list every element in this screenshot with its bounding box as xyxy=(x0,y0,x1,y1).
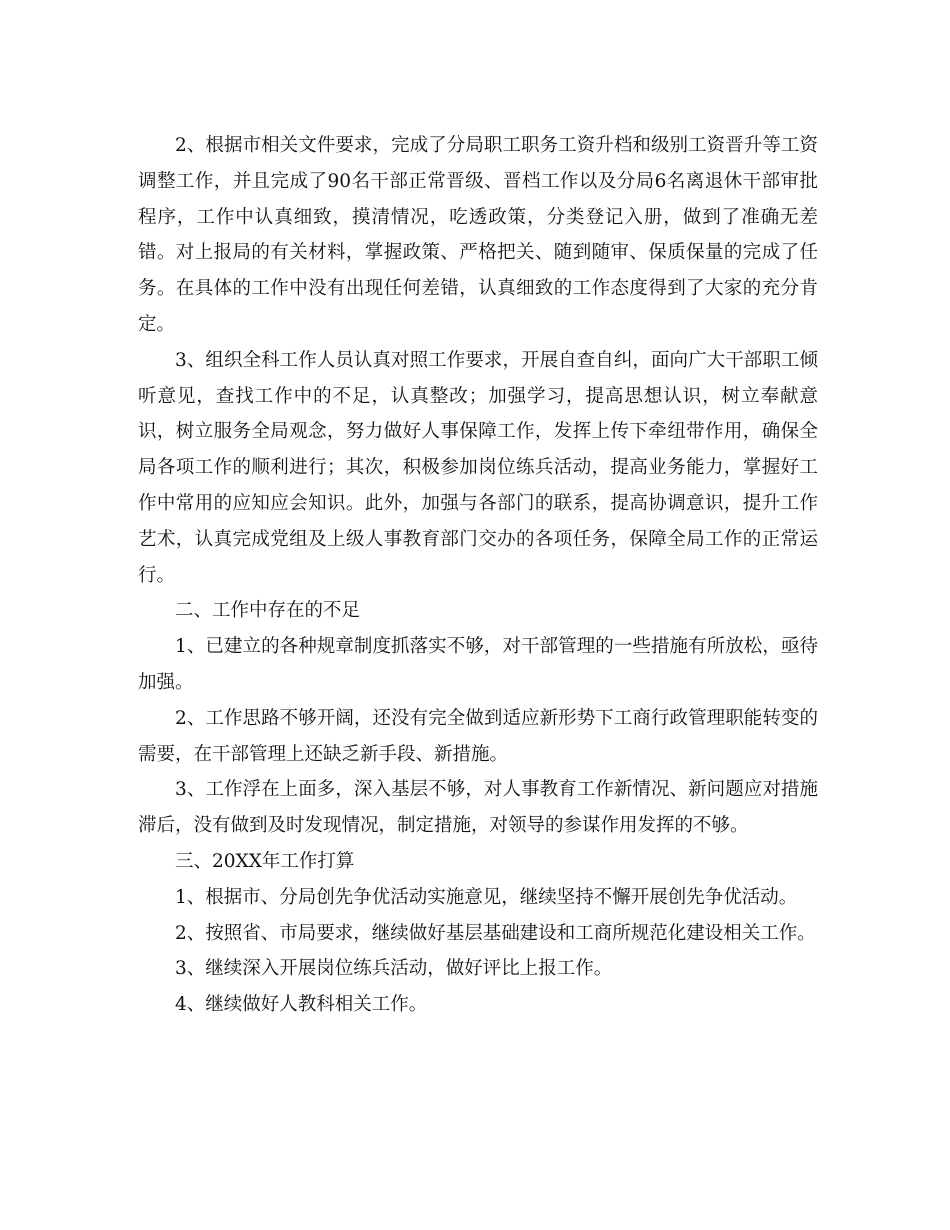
paragraph-salary-adjustment: 2、根据市相关文件要求，完成了分局职工职务工资升档和级别工资晋升等工资调整工作，并且完成了90名干部正常晋级、晋档工作以及分局6名离退休干部审批程序，工作中认真细致，摸清情况，吃透政策，分类登记入册，做到了准确无差错。对上报局的有关材料，掌握政策、严格把关、随到随审、保质保量的完成了任务。在具体的工作中没有出现任何差错，认真细致的工作态度得到了大家的充分肯定。 xyxy=(138,135,818,335)
paragraph-plan-2: 2、按照省、市局要求，继续做好基层基础建设和工商所规范化建设相关工作。 xyxy=(175,922,816,944)
paragraph-plan-4: 4、继续做好人教科相关工作。 xyxy=(175,994,428,1016)
section-heading-shortcomings: 二、工作中存在的不足 xyxy=(175,600,361,622)
paragraph-self-inspection: 3、组织全科工作人员认真对照工作要求，开展自查自纠，面向广大干部职工倾听意见，查找工作中的不足，认真整改；加强学习，提高思想认识，树立奉献意识，树立服务全局观念，努力做好人事保障工作，发挥上传下牵纽带作用，确保全局各项工作的顺利进行；其次，积极参加岗位练兵活动，提高业务能力，掌握好工作中常用的应知应会知识。此外，加强与各部门的联系，提高协调意识，提升工作艺术，认真完成党组及上级人事教育部门交办的各项任务，保障全局工作的正常运行。 xyxy=(138,349,818,586)
paragraph-shortcoming-1: 1、已建立的各种规章制度抓落实不够，对干部管理的一些措施有所放松，亟待加强。 xyxy=(138,636,818,693)
paragraph-shortcoming-3: 3、工作浮在上面多，深入基层不够，对人事教育工作新情况、新问题应对措施滞后，没有做到及时发现情况，制定措施，对领导的参谋作用发挥的不够。 xyxy=(138,779,818,837)
document-body xyxy=(138,128,818,1023)
section-heading-work-plan: 三、20XX年工作打算 xyxy=(175,850,355,872)
paragraph-shortcoming-2: 2、工作思路不够开阔，还没有完全做到适应新形势下工商行政管理职能转变的需要，在干部管理上还缺乏新手段、新措施。 xyxy=(138,707,818,765)
paragraph-plan-1: 1、根据市、分局创先争优活动实施意见，继续坚持不懈开展创先争优活动。 xyxy=(175,886,798,908)
paragraph-plan-3: 3、继续深入开展岗位练兵活动，做好评比上报工作。 xyxy=(175,958,613,980)
